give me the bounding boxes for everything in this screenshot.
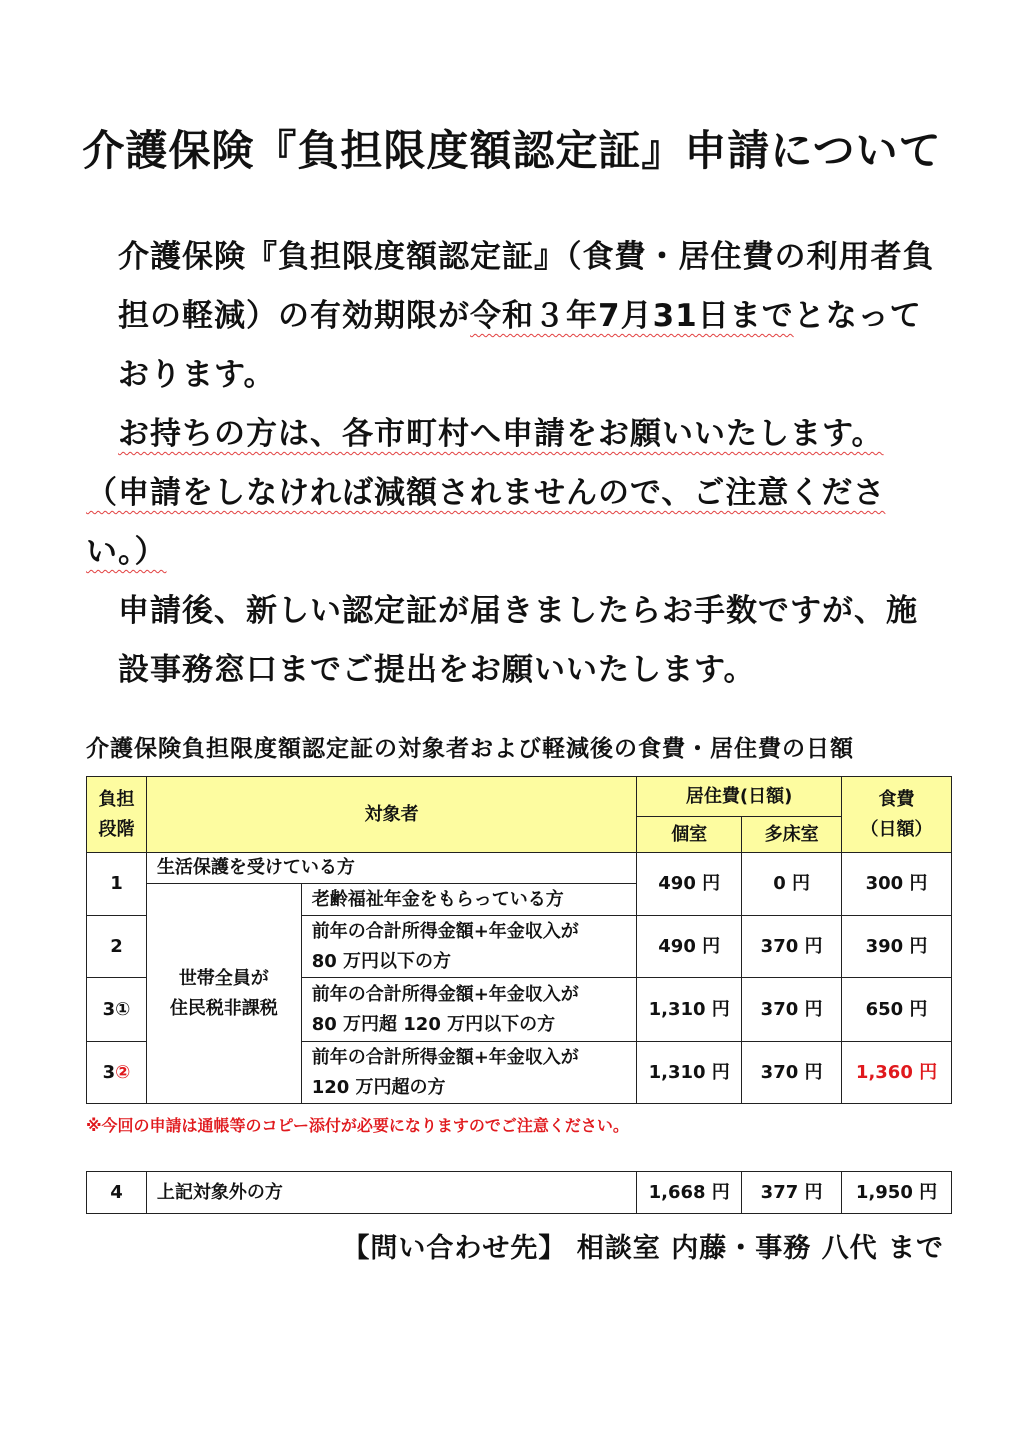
notice-body — [86, 228, 946, 700]
target-cell: 上記対象外の方 — [146, 1172, 636, 1214]
private-room-cell: 490 円 — [637, 853, 742, 916]
stage-cell: 3② — [87, 1042, 147, 1104]
header-food: 食費 （日額） — [842, 777, 952, 853]
food-cell: 390 円 — [842, 916, 952, 978]
stage-cell: 3① — [87, 978, 147, 1042]
food-cell: 300 円 — [842, 853, 952, 916]
group-label: 世帯全員が 住民税非課税 — [146, 884, 301, 1104]
paragraph-request — [86, 405, 946, 464]
notice-note: ※今回の申請は通帳等のコピー添付が必要になりますのでご注意ください。 — [86, 1116, 629, 1135]
stage-cell: 4 — [87, 1172, 147, 1214]
private-room-cell: 1,310 円 — [637, 978, 742, 1042]
food-cell: 1,950 円 — [842, 1172, 952, 1214]
private-room-cell: 1,668 円 — [637, 1172, 742, 1214]
header-target: 対象者 — [146, 777, 636, 853]
shared-room-cell: 0 円 — [742, 853, 842, 916]
shared-room-cell: 370 円 — [742, 1042, 842, 1104]
expiry-text-a: 介護保険『負担限度額認定証』（食費・居住費の利用者負担の軽減）の有効期限が — [118, 239, 935, 334]
header-housing: 居住費(日額) — [637, 777, 842, 817]
stage-cell: 1 — [87, 853, 147, 916]
target-cell: 前年の合計所得金額+年金収入が 120 万円超の方 — [301, 1042, 637, 1104]
shared-room-cell: 370 円 — [742, 978, 842, 1042]
cost-table — [86, 776, 952, 1104]
shared-room-cell: 370 円 — [742, 916, 842, 978]
table-caption: 介護保険負担限度額認定証の対象者および軽減後の食費・居住費の日額 — [86, 736, 854, 762]
header-shared-room: 多床室 — [742, 817, 842, 853]
target-cell: 前年の合計所得金額+年金収入が 80 万円超 120 万円以下の方 — [301, 978, 637, 1042]
caution-text: （申請をしなければ減額されませんので、ご注意ください。） — [86, 475, 886, 570]
stage-cell: 2 — [87, 916, 147, 978]
header-private-room: 個室 — [637, 817, 742, 853]
contact-info: 【問い合わせ先】 相談室 内藤・事務 八代 まで — [342, 1233, 944, 1264]
private-room-cell: 1,310 円 — [637, 1042, 742, 1104]
paragraph-caution — [86, 464, 946, 582]
page-title: 介護保険『負担限度額認定証』申請について — [82, 126, 942, 175]
target-cell: 前年の合計所得金額+年金収入が 80 万円以下の方 — [301, 916, 637, 978]
cost-table-other — [86, 1171, 952, 1214]
paragraph-expiry — [86, 228, 946, 405]
expiry-text-c: となっております。 — [118, 298, 922, 393]
shared-room-cell: 377 円 — [742, 1172, 842, 1214]
paragraph-submit: 申請後、新しい認定証が届きましたらお手数ですが、施設事務窓口までご提出をお願いいたします。 — [118, 593, 918, 688]
request-text: お持ちの方は、各市町村へ申請をお願いいたします。 — [118, 416, 884, 452]
food-cell: 650 円 — [842, 978, 952, 1042]
target-cell: 老齢福祉年金をもらっている方 — [301, 884, 637, 916]
header-stage: 負担 段階 — [87, 777, 147, 853]
target-cell: 生活保護を受けている方 — [146, 853, 636, 884]
private-room-cell: 490 円 — [637, 916, 742, 978]
food-cell: 1,360 円 — [842, 1042, 952, 1104]
expiry-date: 令和３年7月31日まで — [470, 298, 794, 334]
